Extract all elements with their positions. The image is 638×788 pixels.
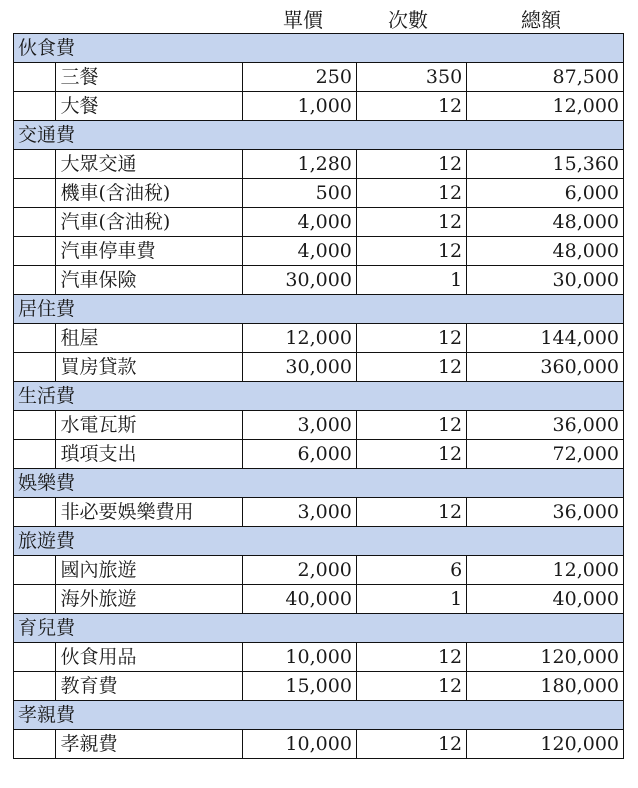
item-count: 12 [356, 672, 466, 701]
category-label: 居住費 [14, 295, 624, 324]
item-row [14, 266, 624, 295]
category-label: 交通費 [14, 121, 624, 150]
item-total: 144,000 [467, 324, 624, 353]
item-row [14, 643, 624, 672]
item-count: 12 [356, 237, 466, 266]
indent-cell [14, 324, 56, 353]
category-row [14, 295, 624, 324]
item-price: 4,000 [242, 208, 356, 237]
item-price: 4,000 [242, 237, 356, 266]
indent-cell [14, 556, 56, 585]
category-label: 娛樂費 [14, 469, 624, 498]
indent-cell [14, 266, 56, 295]
item-row [14, 585, 624, 614]
item-name: 瑣項支出 [56, 440, 242, 469]
item-price: 30,000 [242, 353, 356, 382]
item-count: 350 [356, 63, 466, 92]
item-price: 1,000 [242, 92, 356, 121]
item-row [14, 498, 624, 527]
category-row [14, 701, 624, 730]
item-name: 伙食用品 [56, 643, 242, 672]
item-price: 1,280 [242, 150, 356, 179]
item-price: 500 [242, 179, 356, 208]
indent-cell [14, 730, 56, 759]
item-name: 教育費 [56, 672, 242, 701]
item-total: 180,000 [467, 672, 624, 701]
item-name: 海外旅遊 [56, 585, 242, 614]
category-label: 孝親費 [14, 701, 624, 730]
item-count: 12 [356, 208, 466, 237]
indent-cell [14, 498, 56, 527]
item-total: 120,000 [467, 730, 624, 759]
indent-cell [14, 411, 56, 440]
item-count: 12 [356, 411, 466, 440]
item-count: 12 [356, 730, 466, 759]
item-row [14, 672, 624, 701]
item-count: 12 [356, 498, 466, 527]
indent-cell [14, 440, 56, 469]
item-name: 租屋 [56, 324, 242, 353]
category-label: 生活費 [14, 382, 624, 411]
category-row [14, 34, 624, 63]
item-total: 48,000 [467, 208, 624, 237]
item-row [14, 556, 624, 585]
item-total: 48,000 [467, 237, 624, 266]
header-total: 總額 [521, 8, 561, 32]
item-total: 87,500 [467, 63, 624, 92]
item-name: 國內旅遊 [56, 556, 242, 585]
item-count: 12 [356, 150, 466, 179]
expense-table [13, 33, 624, 759]
item-row [14, 411, 624, 440]
indent-cell [14, 63, 56, 92]
item-name: 大餐 [56, 92, 242, 121]
item-total: 6,000 [467, 179, 624, 208]
item-name: 買房貸款 [56, 353, 242, 382]
item-total: 360,000 [467, 353, 624, 382]
item-price: 6,000 [242, 440, 356, 469]
item-row [14, 63, 624, 92]
item-total: 40,000 [467, 585, 624, 614]
indent-cell [14, 672, 56, 701]
indent-cell [14, 179, 56, 208]
item-price: 15,000 [242, 672, 356, 701]
category-row [14, 527, 624, 556]
item-row [14, 150, 624, 179]
item-total: 12,000 [467, 92, 624, 121]
item-name: 汽車保險 [56, 266, 242, 295]
indent-cell [14, 150, 56, 179]
item-name: 三餐 [56, 63, 242, 92]
item-count: 12 [356, 353, 466, 382]
indent-cell [14, 237, 56, 266]
category-label: 育兒費 [14, 614, 624, 643]
item-price: 12,000 [242, 324, 356, 353]
item-count: 12 [356, 643, 466, 672]
indent-cell [14, 585, 56, 614]
item-row [14, 208, 624, 237]
item-row [14, 92, 624, 121]
item-price: 2,000 [242, 556, 356, 585]
item-price: 250 [242, 63, 356, 92]
item-name: 非必要娛樂費用 [56, 498, 242, 527]
item-total: 72,000 [467, 440, 624, 469]
item-price: 10,000 [242, 643, 356, 672]
header-price: 單價 [283, 8, 323, 32]
category-row [14, 382, 624, 411]
indent-cell [14, 643, 56, 672]
indent-cell [14, 208, 56, 237]
item-count: 1 [356, 585, 466, 614]
category-row [14, 469, 624, 498]
item-count: 12 [356, 92, 466, 121]
column-header-row [0, 0, 638, 33]
item-total: 30,000 [467, 266, 624, 295]
item-name: 機車(含油稅) [56, 179, 242, 208]
item-total: 120,000 [467, 643, 624, 672]
item-row [14, 179, 624, 208]
item-name: 汽車(含油稅) [56, 208, 242, 237]
item-price: 10,000 [242, 730, 356, 759]
item-total: 12,000 [467, 556, 624, 585]
item-row [14, 440, 624, 469]
item-total: 15,360 [467, 150, 624, 179]
category-label: 旅遊費 [14, 527, 624, 556]
item-name: 汽車停車費 [56, 237, 242, 266]
item-count: 12 [356, 324, 466, 353]
category-row [14, 614, 624, 643]
item-price: 3,000 [242, 411, 356, 440]
indent-cell [14, 353, 56, 382]
item-count: 12 [356, 179, 466, 208]
indent-cell [14, 92, 56, 121]
item-count: 1 [356, 266, 466, 295]
item-count: 12 [356, 440, 466, 469]
item-total: 36,000 [467, 498, 624, 527]
category-label: 伙食費 [14, 34, 624, 63]
item-name: 水電瓦斯 [56, 411, 242, 440]
item-name: 大眾交通 [56, 150, 242, 179]
item-row [14, 353, 624, 382]
item-count: 6 [356, 556, 466, 585]
item-price: 3,000 [242, 498, 356, 527]
item-total: 36,000 [467, 411, 624, 440]
item-price: 30,000 [242, 266, 356, 295]
item-name: 孝親費 [56, 730, 242, 759]
item-price: 40,000 [242, 585, 356, 614]
item-row [14, 730, 624, 759]
item-row [14, 237, 624, 266]
item-row [14, 324, 624, 353]
header-count: 次數 [388, 8, 428, 32]
category-row [14, 121, 624, 150]
